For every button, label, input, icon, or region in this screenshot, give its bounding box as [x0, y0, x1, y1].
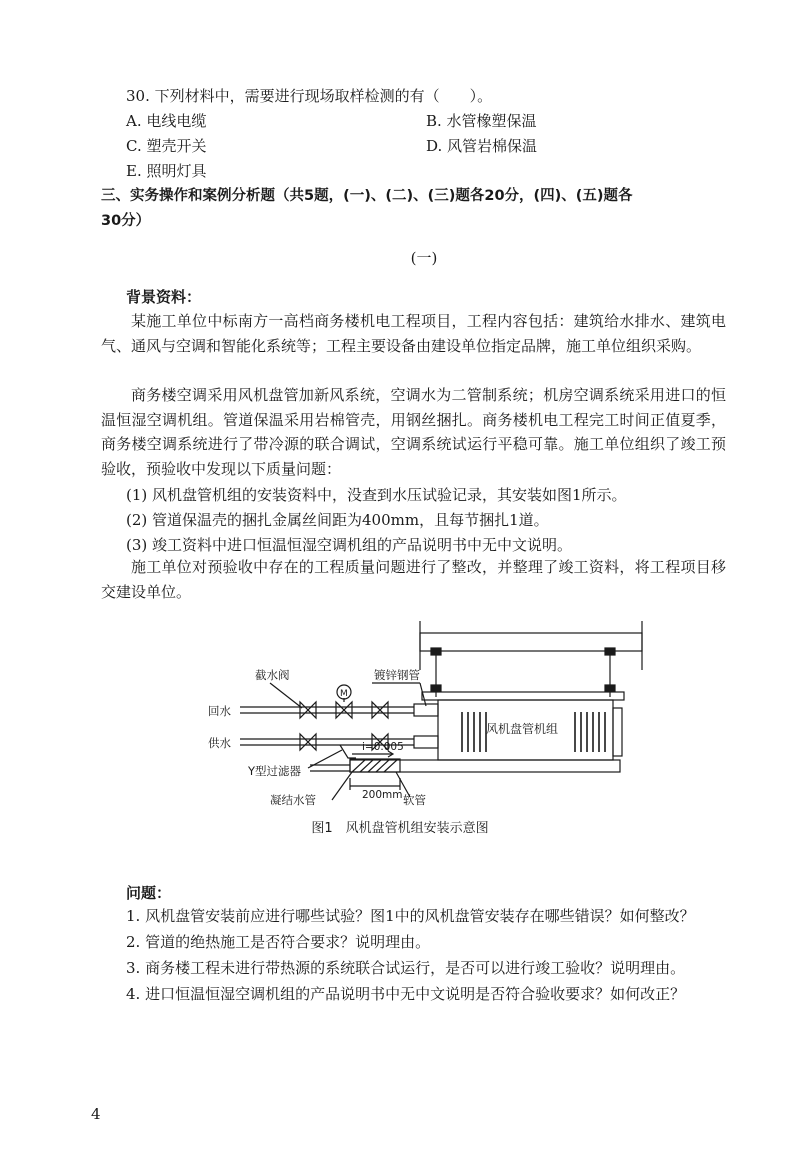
q30-stem: 30. 下列材料中，需要进行现场取样检测的有（ ）。 — [126, 87, 493, 105]
y-strainer-icon — [340, 745, 356, 758]
section-title-cont: 30分） — [101, 213, 151, 229]
label-shutoff-valve: 截水阀 — [255, 668, 290, 682]
hanger-nut — [605, 648, 615, 655]
label-return-water: 回水 — [208, 704, 231, 718]
background-label: 背景资料： — [126, 288, 202, 306]
question-4: 4. 进口恒温恒湿空调机组的产品说明书中无中文说明是否符合验收要求？如何改正？ — [126, 985, 686, 1003]
leader-line — [420, 683, 426, 706]
flexible-hose-hatch — [352, 759, 398, 772]
label-condensate-pipe: 凝结水管 — [270, 793, 316, 807]
label-meter: M — [340, 689, 348, 699]
valve-icon — [300, 734, 316, 750]
label-200mm: 200mm — [362, 789, 403, 801]
question-2: 2. 管道的绝热施工是否符合要求？说明理由。 — [126, 933, 431, 951]
leader-line — [332, 772, 352, 800]
background-paragraph-1: 某施工单位中标南方一高档商务楼机电工程项目，工程内容包括：建筑给水排水、建筑电气、通风与空调和智能化系统等；工程主要设备由建设单位指定品牌，施工单位组织采购。 — [101, 312, 726, 355]
q30-option-a: A. 电线电缆 — [126, 112, 207, 130]
section-title: 三、实务操作和案例分析题（共5题，(一)、(二)、(三)题各20分，(四)、(五)题各 — [101, 188, 633, 204]
supply-pipe-fitting — [414, 736, 438, 748]
hanger-nut — [431, 648, 441, 655]
fan-coil-installation-diagram — [0, 615, 800, 845]
issue-item-3: (3) 竣工资料中进口恒温恒湿空调机组的产品说明书中无中文说明。 — [126, 536, 573, 554]
background-paragraph-3: 施工单位对预验收中存在的工程质量问题进行了整改，并整理了竣工资料，将工程项目移交建设单位。 — [101, 558, 726, 601]
case-number: (一) — [410, 249, 438, 267]
question-3: 3. 商务楼工程未进行带热源的系统联合试运行，是否可以进行竣工验收？说明理由。 — [126, 959, 686, 977]
questions-label: 问题： — [126, 884, 172, 902]
label-supply-water: 供水 — [208, 736, 231, 750]
label-galvanized-pipe: 镀锌钢管 — [374, 668, 420, 682]
q30-option-d: D. 风管岩棉保温 — [426, 137, 538, 155]
question-1: 1. 风机盘管安装前应进行哪些试验？图1中的风机盘管安装存在哪些错误？如何整改？ — [126, 907, 695, 925]
q30-option-c: C. 塑壳开关 — [126, 137, 207, 155]
figure-caption: 图1 风机盘管机组安装示意图 — [311, 821, 489, 836]
leader-line — [270, 683, 302, 708]
shutoff-valve-icon — [300, 702, 316, 718]
valve-icon — [372, 702, 388, 718]
issue-item-2: (2) 管道保温壳的捆扎金属丝间距为400mm，且每节捆扎1道。 — [126, 511, 549, 529]
mounting-bracket — [422, 692, 624, 700]
issue-item-1: (1) 风机盘管机组的安装资料中，没查到水压试验记录，其安装如图1所示。 — [126, 486, 627, 504]
label-flexible-hose: 软管 — [403, 793, 426, 807]
label-fan-coil-unit: 风机盘管机组 — [486, 722, 559, 736]
label-y-filter: Y型过滤器 — [248, 764, 302, 778]
background-paragraph-2: 商务楼空调采用风机盘管加新风系统，空调水为二管制系统；机房空调系统采用进口的恒温恒湿空调机组。管道保温采用岩棉管壳，用钢丝捆扎。商务楼机电工程完工时间正值夏季，商务楼空调系统进行了带冷源的联合调试，空调系统试运行平稳可靠。施工单位组织了竣工预验收，预验收中发现以下质量问题： — [101, 386, 726, 478]
label-slope: i=0.005 — [362, 741, 404, 753]
valve-icon — [336, 702, 352, 718]
page-number: 4 — [91, 1105, 101, 1123]
fan-coil-outlet — [613, 708, 622, 756]
hanger-nut — [605, 685, 615, 691]
hanger-nut — [431, 685, 441, 691]
q30-option-e: E. 照明灯具 — [126, 162, 207, 180]
q30-option-b: B. 水管橡塑保温 — [426, 112, 537, 130]
